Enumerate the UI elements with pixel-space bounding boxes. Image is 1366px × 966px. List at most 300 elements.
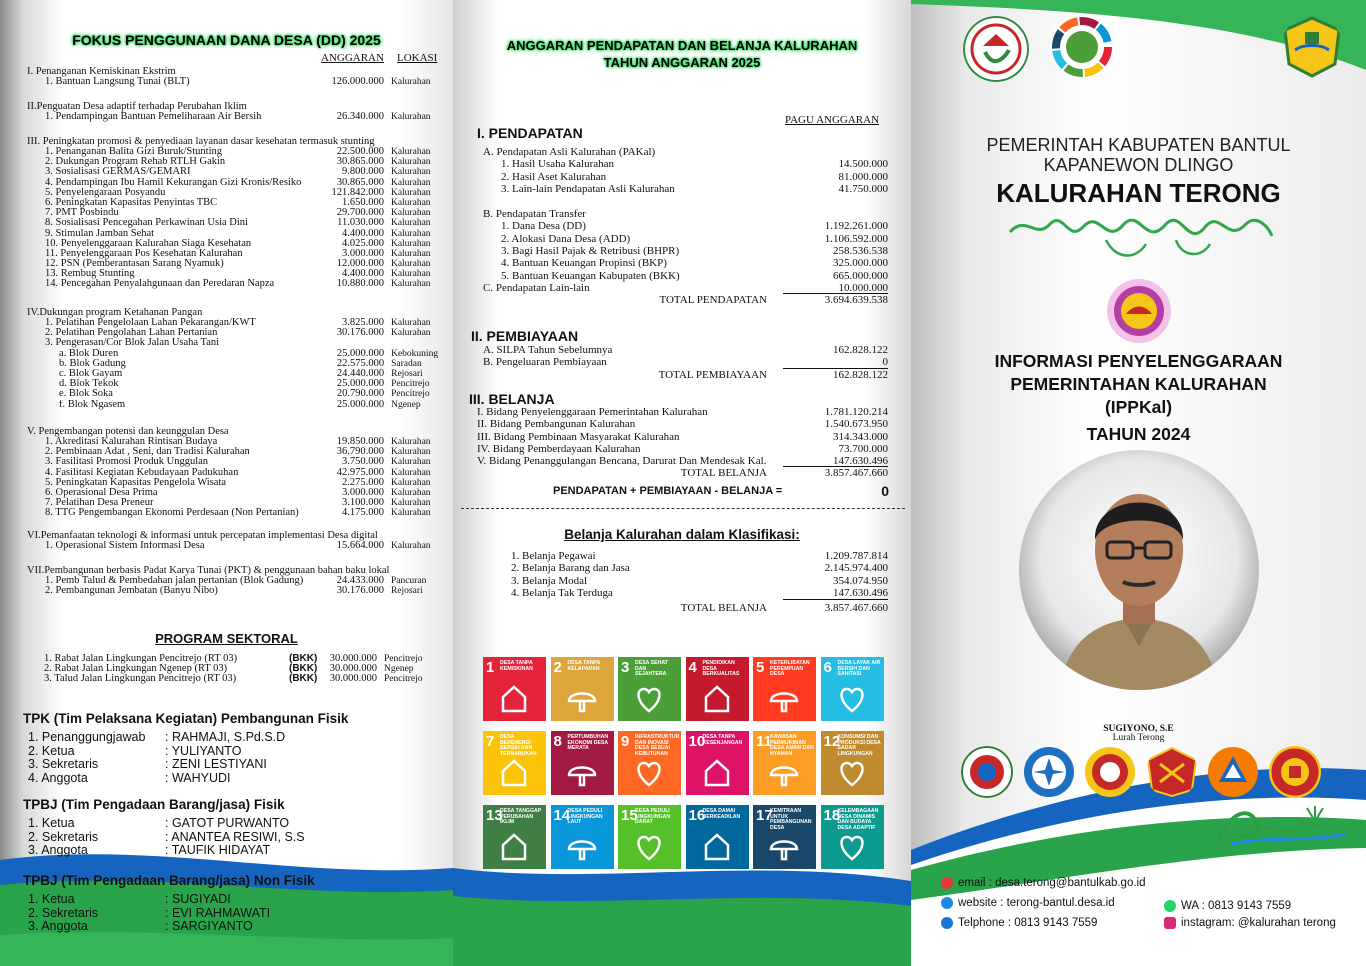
finance-item-amount: 81.000.000 [838, 170, 888, 183]
item-name: 7. Pelatihan Desa Preneur [45, 498, 154, 509]
finance-item-amount: 1.192.261.000 [824, 220, 888, 233]
finance-row [483, 171, 888, 183]
program-location: Pencitrejo [384, 654, 423, 664]
sdg-number: 5 [756, 659, 765, 676]
report-year: TAHUN 2024 [1086, 424, 1191, 444]
item-location: Kalurahan [390, 167, 431, 178]
budget-row [27, 437, 447, 447]
budget-row [27, 457, 447, 467]
total-pendapatan-row [483, 294, 888, 306]
item-name: 12. PSN (Pemberantasan Sarang Nyamuk) [45, 259, 224, 270]
program-location: Pencitrejo [384, 674, 423, 685]
pagu-anggaran-header: PAGU ANGGARAN [785, 114, 880, 126]
telephone-text: Telphone : 0813 9143 7559 [958, 917, 1098, 929]
sdg-goal-icon [767, 829, 801, 863]
finance-item-name: 2. Hasil Aset Kalurahan [501, 170, 607, 183]
total-belanja-row [477, 467, 888, 479]
finance-item-amount: 1.781.120.214 [824, 406, 888, 418]
klasifikasi-total-row [511, 603, 888, 615]
sdg-goal-icon [700, 681, 734, 715]
dana-desa-section [27, 308, 447, 410]
budget-row [27, 328, 447, 338]
contact-whatsapp [1164, 900, 1291, 912]
member-role: 4. Anggota [28, 770, 88, 785]
item-location: Kalurahan [390, 318, 431, 328]
member-name: : YULIYANTO [165, 743, 242, 758]
sdg-tile-4 [686, 657, 749, 721]
item-location: Kalurahan [390, 437, 431, 447]
email-icon [941, 877, 953, 889]
contact-instagram [1164, 917, 1336, 929]
sdg-goal-icon [767, 681, 801, 715]
ippkal-line2: PEMERINTAHAN KALURAHAN [1010, 374, 1267, 394]
pendapatan-heading: I. PENDAPATAN [477, 125, 583, 141]
finance-row [477, 443, 888, 455]
member-name: : RAHMAJI, S.Pd.S.D [165, 730, 286, 744]
member-role: 2. Ketua [28, 743, 75, 758]
item-location: Kalurahan [390, 187, 431, 198]
team-member-row [28, 731, 395, 745]
item-amount: 4.400.000 [341, 268, 384, 280]
item-name: e. Blok Soka [59, 389, 113, 400]
finance-item-name: B. Pengeluaran Pembiayaan [483, 356, 607, 369]
kemendes-logo [963, 16, 1029, 82]
item-amount: 26.340.000 [336, 111, 384, 122]
budget-row [27, 269, 447, 279]
panel-apbkal [453, 0, 911, 966]
member-role: 1. Ketua [28, 892, 75, 906]
item-amount: 24.440.000 [336, 367, 385, 379]
finance-row [483, 245, 888, 257]
item-name: 9. Stimulan Jamban Sehat [45, 228, 155, 239]
budget-row [27, 576, 447, 586]
belanja-table [477, 406, 888, 480]
budget-row [27, 400, 447, 410]
sdg-number: 14 [553, 807, 571, 824]
finance-item-name: 3. Bagi Hasil Pajak & Retribusi (BHPR) [501, 245, 680, 258]
program-amount: 30.000.000 [329, 653, 377, 664]
klasifikasi-table [511, 551, 888, 615]
item-amount: 25.000.000 [336, 378, 385, 390]
sdg-number: 10 [688, 733, 706, 750]
team-title: TPK (Tim Pelaksana Kegiatan) Pembangunan Fisik [23, 711, 349, 726]
item-location: Pancuran [390, 576, 427, 586]
finance-item-amount: 162.828.122 [833, 368, 888, 381]
budget-row [27, 369, 447, 379]
item-name: a. Blok Duren [59, 348, 119, 359]
bottom-wave-decoration-2 [453, 856, 911, 966]
lurah-caption [1066, 725, 1211, 743]
sdg-number: 16 [688, 807, 706, 824]
sdg-label: DESA TANPA KELAPARAN [567, 660, 601, 672]
finance-item-name: 3. Belanja Modal [511, 575, 588, 587]
finance-item-name: 2. Belanja Barang dan Jasa [511, 563, 630, 575]
item-amount: 126.000.000 [331, 76, 384, 87]
section-heading: VII.Pembangunan berbasis Padat Karya Tunai (PKT) & penggunaan bahan baku lokal [27, 565, 390, 576]
sdg-number: 12 [823, 733, 841, 750]
apbkal-title-line1: ANGGARAN PENDAPATAN DAN BELANJA KALURAHAN [506, 38, 858, 53]
finance-item-name: III. Bidang Pembinaan Masyarakat Kalurahan [477, 430, 680, 443]
member-role: 3. Anggota [28, 919, 88, 933]
sdg-goal-icon [497, 681, 531, 715]
item-name: 5. Peningkatan Kapasitas Pengelola Wisata [45, 477, 227, 488]
kalurahan-name: KALURAHAN TERONG [996, 178, 1281, 208]
program-name: 2. Rabat Jalan Lingkungan Ngenep (RT 03) [44, 664, 228, 675]
item-amount: 2.275.000 [341, 476, 384, 488]
item-location: Kalurahan [390, 112, 431, 122]
apbkal-title-line2: TAHUN ANGGARAN 2025 [603, 55, 761, 70]
spacer [483, 195, 888, 208]
budget-row [27, 338, 447, 348]
sdg-tile-17 [753, 805, 816, 869]
finance-item-name: I. Bidang Penyelenggaraan Pemerintahan Kalurahan [477, 406, 708, 418]
sdg-label: DESA SEHAT DAN SEJAHTERA [635, 660, 668, 678]
sdg-label: KETERLIBATAN PEREMPUAN DESA [770, 660, 810, 678]
budget-row [27, 239, 447, 249]
item-name: 6. Peningkatan Kapasitas Penyintas TBC [45, 197, 218, 208]
item-amount: 29.700.000 [336, 207, 384, 219]
item-location [391, 338, 447, 348]
team-member-row [28, 772, 395, 786]
finance-item-name: TOTAL PENDAPATAN [659, 294, 767, 307]
sdg-tile-7 [483, 731, 546, 795]
team-title: TPBJ (Tim Pengadaan Barang/jasa) Non Fisik [23, 873, 315, 888]
finance-item-name: TOTAL PEMBIAYAAN [658, 368, 767, 381]
dana-desa-section [27, 102, 447, 122]
budget-row [27, 498, 447, 508]
item-amount: 30.176.000 [336, 327, 384, 339]
member-role: 1. Penanggungjawab [28, 730, 146, 744]
finance-item-name: C. Pendapatan Lain-lain [483, 281, 590, 294]
item-name: 1. Pelatihan Pengelolaan Lahan Pekarangan/KWT [45, 318, 256, 328]
budget-row [27, 541, 447, 551]
team-members [28, 893, 395, 934]
sdg-number: 2 [553, 659, 562, 676]
member-name: : GATOT PURWANTO [165, 816, 290, 830]
item-location: Kalurahan [390, 248, 431, 259]
item-name: 1. Pendampingan Bantuan Pemeliharaan Air Bersih [45, 112, 262, 122]
item-amount: 30.865.000 [336, 176, 384, 188]
sdg-goal-icon [767, 755, 801, 789]
dana-desa-section [27, 566, 447, 596]
item-amount: 4.025.000 [341, 237, 384, 249]
item-location: Kalurahan [390, 508, 431, 519]
budget-row [27, 468, 447, 478]
budget-row [27, 259, 447, 269]
item-amount: 24.433.000 [336, 575, 384, 586]
team-members [28, 731, 395, 785]
sdg-number: 9 [621, 733, 630, 750]
email-text: email : desa.terong@bantulkab.go.id [958, 877, 1146, 889]
finance-row [483, 257, 888, 269]
finance-item-amount: 147.630.496 [783, 455, 888, 467]
item-amount: 4.175.000 [341, 507, 384, 519]
budget-row [27, 508, 447, 518]
program-source: (BKK) [289, 673, 318, 685]
sdg-number: 1 [486, 659, 495, 676]
item-amount: 15.664.000 [336, 540, 384, 551]
item-location: Kalurahan [390, 77, 431, 87]
ippkal-heading [911, 350, 1366, 446]
finance-row [483, 356, 888, 368]
sdg-goal-icon [632, 681, 666, 715]
item-amount: 121.842.000 [331, 186, 384, 198]
lurah-role: Lurah Terong [1112, 733, 1165, 743]
sdg-label: INFRASTRUKTUR DAN INOVASI DESA SESUAI KEBUTUHAN [635, 734, 680, 757]
budget-row [27, 349, 447, 359]
item-location: Kalurahan [390, 457, 431, 468]
government-heading [911, 135, 1366, 175]
anggaran-column-header: ANGGARAN [321, 52, 384, 64]
karang-taruna-logo [1269, 746, 1321, 798]
item-name: 2. Dukungan Program Rehab RTLH Gakin [45, 157, 226, 168]
sdg-tile-10 [686, 731, 749, 795]
budget-row [27, 318, 447, 328]
budget-row [27, 208, 447, 218]
finance-item-name: II. Bidang Pembangunan Kalurahan [477, 418, 636, 431]
finance-row [483, 146, 888, 158]
finance-row [483, 233, 888, 245]
sdg-tile-18 [821, 805, 884, 869]
finance-row [483, 183, 888, 195]
finance-item-name: 1. Hasil Usaha Kalurahan [501, 158, 615, 171]
item-name: 1. Akreditasi Kalurahan Rintisan Budaya [45, 437, 218, 447]
finance-item-amount: 162.828.122 [833, 344, 888, 356]
item-location: Saradan [391, 358, 422, 369]
item-location: Kalurahan [390, 259, 431, 270]
finance-item-amount: 3.857.467.660 [824, 467, 888, 480]
bpd-logo [1023, 746, 1075, 798]
budget-row [27, 229, 447, 239]
budget-row [27, 157, 447, 167]
member-name: : SARGIYANTO [165, 919, 253, 933]
sdgs-desa-logo [1049, 14, 1115, 80]
javanese-script-ornament [1006, 210, 1276, 262]
finance-item-amount: 147.630.496 [783, 588, 888, 600]
item-amount: 20.790.000 [336, 388, 385, 400]
dana-desa-section [27, 427, 447, 519]
sdg-number: 6 [823, 659, 832, 676]
sdg-label: KAWASAN PERMUKIMAN DESA AMAN DAN NYAMAN [770, 734, 814, 757]
sdg-number: 3 [621, 659, 630, 676]
finance-item-name: A. SILPA Tahun Sebelumnya [483, 344, 613, 356]
budget-row [27, 379, 447, 389]
dana-desa-section [27, 67, 447, 87]
sdg-label: KELEMBAGAAN DESA DINAMIS DAN BUDAYA DESA ADAPTIF [837, 808, 879, 831]
program-row [44, 674, 444, 684]
budget-row [27, 77, 447, 87]
item-amount: 22.575.000 [336, 357, 385, 369]
item-name: 14. Pencegahan Penyalahgunaan dan Peredaran Napza [45, 279, 275, 290]
item-name: 1. Bantuan Langsung Tunai (BLT) [45, 77, 190, 87]
member-name: : ANANTEA RESIWI, S.S [165, 829, 305, 844]
sdg-tile-1 [483, 657, 546, 721]
finance-item-name: IV. Bidang Pemberdayaan Kalurahan [477, 442, 641, 455]
item-location: Pencitrejo [391, 379, 430, 390]
contact-email [941, 877, 1146, 889]
item-name: 11. Penyelenggaraan Pos Kesehatan Kalurahan [45, 248, 243, 259]
sdg-goal-icon [835, 755, 869, 789]
item-location: Kalurahan [390, 328, 431, 339]
finance-item-name: 5. Bantuan Keuangan Kabupaten (BKK) [501, 269, 680, 282]
item-amount: 42.975.000 [336, 466, 384, 478]
member-role: 1. Ketua [28, 816, 75, 830]
item-location: Kalurahan [390, 269, 431, 280]
panel-cover [911, 0, 1366, 966]
item-name: 2. Pembangunan Jembatan (Banyu Nibo) [45, 586, 218, 597]
item-location: Kalurahan [390, 177, 431, 188]
sdg-tile-5 [753, 657, 816, 721]
sdg-label: DESA TANPA KEMISKINAN [500, 660, 533, 672]
item-name: 1. Pemb Talud & Pembedahan jalan pertanian (Blok Gadung) [45, 576, 304, 586]
whatsapp-icon [1164, 900, 1176, 912]
item-name: b. Blok Gadung [59, 358, 126, 369]
kapanewon-name: KAPANEWON DLINGO [1043, 155, 1234, 175]
section-heading: II.Penguatan Desa adaptif terhadap Perubahan Iklim [27, 101, 247, 112]
team-member-row [28, 831, 395, 845]
item-amount: 30.176.000 [336, 585, 384, 597]
item-amount: 22.500.000 [336, 146, 384, 157]
budget-row [27, 279, 447, 289]
item-name: 6. Operasional Desa Prima [45, 487, 158, 498]
apbkal-title [453, 37, 911, 71]
member-role: 3. Sekretaris [28, 757, 99, 771]
finance-row [511, 576, 888, 588]
item-location: Kalurahan [390, 218, 431, 229]
sdg-goal-icon [632, 829, 666, 863]
sdg-goal-icon [700, 755, 734, 789]
item-amount: 10.880.000 [336, 278, 384, 290]
sdg-tile-12 [821, 731, 884, 795]
ippkal-line1: INFORMASI PENYELENGGARAAN [994, 351, 1283, 371]
item-amount: 30.865.000 [336, 156, 384, 168]
finance-item-amount: 1.209.787.814 [824, 550, 888, 562]
item-name: f. Blok Ngasem [59, 399, 126, 410]
team-member-row [28, 745, 395, 759]
sdg-tile-2 [551, 657, 614, 721]
sdg-number: 4 [688, 659, 697, 676]
finance-item-name: 4. Belanja Tak Terduga [511, 587, 613, 599]
item-amount: 36.790.000 [336, 446, 384, 458]
item-name: 3. Pengerasan/Cor Blok Jalan Usaha Tani [45, 338, 220, 349]
team-member-row [28, 920, 395, 934]
budget-row [27, 249, 447, 259]
sdgs-desa-grid [483, 657, 885, 869]
section-heading: IV.Dukungan program Ketahanan Pangan [27, 307, 203, 318]
item-location: Kalurahan [390, 208, 431, 219]
linmas-logo [1146, 746, 1198, 798]
sdg-goal-icon [565, 681, 599, 715]
finance-item-name: 2. Alokasi Dana Desa (ADD) [501, 232, 631, 245]
member-name: : TAUFIK HIDAYAT [165, 843, 271, 857]
sdg-label: DESA BERENERGI BERSIH DAN TERBARUKAN [500, 734, 537, 757]
finance-item-amount: 73.700.000 [838, 442, 888, 455]
finance-item-name: 3. Lain-lain Pendapatan Asli Kalurahan [501, 182, 675, 195]
bantul-regency-emblem [1281, 16, 1343, 78]
program-source: (BKK) [289, 663, 318, 675]
item-name: 2. Pembinaan Adat , Seni, dan Tradisi Kalurahan [45, 447, 250, 458]
lurah-portrait-illustration [1019, 450, 1259, 690]
item-location: Kalurahan [390, 279, 431, 290]
program-name: 1. Rabat Jalan Lingkungan Pencitrejo (RT 03) [44, 654, 238, 664]
finance-row [477, 431, 888, 443]
globe-icon [941, 897, 953, 909]
team-members [28, 817, 395, 858]
budget-row [27, 389, 447, 399]
budget-row [27, 218, 447, 228]
finance-item-amount: 258.536.538 [833, 245, 888, 258]
item-name: 2. Pelatihan Pengolahan Lahan Pertanian [45, 328, 218, 339]
program-amount: 30.000.000 [329, 663, 377, 675]
item-name: 8. TTG Pengembangan Ekonomi Perdesaan (Non Pertanian) [45, 508, 299, 519]
dana-desa-title: FOKUS PENGGUNAAN DANA DESA (DD) 2025 [72, 32, 381, 48]
finance-item-amount: 3.694.639.538 [824, 294, 888, 307]
sdg-goal-icon [565, 829, 599, 863]
section-heading: I. Penanganan Kemiskinan Ekstrim [27, 66, 176, 77]
finance-item-amount: 3.857.467.660 [824, 602, 888, 615]
finance-item-amount: 0 [783, 356, 888, 368]
item-amount: 3.825.000 [341, 317, 384, 328]
sdg-tile-8 [551, 731, 614, 795]
sdg-label: DESA PEDULI LINGKUNGAN LAUT [567, 808, 603, 826]
member-role: 2. Sekretaris [28, 829, 99, 844]
item-location: Kalurahan [390, 487, 431, 498]
fprb-logo [1207, 746, 1259, 798]
organization-logos [961, 746, 1321, 798]
budget-row [27, 359, 447, 369]
sdg-label: KEMITRAAN UNTUK PEMBANGUNAN DESA [770, 808, 812, 831]
total-pembiayaan-row [483, 369, 888, 381]
finance-item-amount: 1.540.673.950 [824, 418, 888, 431]
item-amount: 25.000.000 [336, 398, 385, 410]
item-location: Kebokuning [391, 348, 439, 359]
item-name: d. Blok Tekok [59, 379, 119, 390]
item-name: 4. Fasilitasi Kegiatan Kebudayaan Padukuhan [45, 467, 239, 478]
item-location: Ngenep [391, 399, 421, 410]
item-name: c. Blok Gayam [59, 368, 123, 379]
sdg-tile-9 [618, 731, 681, 795]
section-heading: V. Pengembangan potensi dan keunggulan Desa [27, 426, 229, 437]
item-location: Rejosari [390, 586, 423, 597]
sdg-label: DESA LAYAK AIR BERSIH DAN SANITASI [837, 660, 881, 678]
item-amount: 11.030.000 [337, 217, 384, 229]
sdg-number: 13 [486, 807, 503, 824]
bantul-brand-logo [1211, 800, 1351, 848]
budget-row [27, 112, 447, 122]
sdg-number: 7 [486, 733, 495, 750]
sdg-tile-6 [821, 657, 884, 721]
member-role: 3. Anggota [28, 843, 88, 857]
finance-item-amount: 14.500.000 [838, 158, 888, 171]
sdg-number: 17 [756, 807, 773, 824]
item-amount: 3.100.000 [341, 497, 384, 509]
finance-row [477, 418, 888, 430]
item-location: Kalurahan [390, 447, 431, 458]
ippkal-line3: (IPPKal) [1104, 397, 1173, 417]
pembiayaan-heading: II. PEMBIAYAAN [471, 328, 579, 344]
finance-item-amount: 354.074.950 [833, 574, 888, 587]
pembiayaan-table [483, 344, 888, 381]
kalurahan-terong-emblem [1106, 278, 1172, 344]
website-text: website : terong-bantul.desa.id [958, 897, 1115, 909]
item-location: Kalurahan [390, 238, 431, 249]
item-name: 1. Operasional Sistem Informasi Desa [45, 541, 205, 551]
item-amount: 3.000.000 [341, 247, 384, 259]
program-sektoral-title: PROGRAM SEKTORAL [155, 631, 298, 646]
item-amount: 12.000.000 [336, 258, 384, 270]
finance-item-name: 1. Belanja Pegawai [511, 551, 596, 562]
finance-item-name: 1. Dana Desa (DD) [501, 220, 586, 233]
